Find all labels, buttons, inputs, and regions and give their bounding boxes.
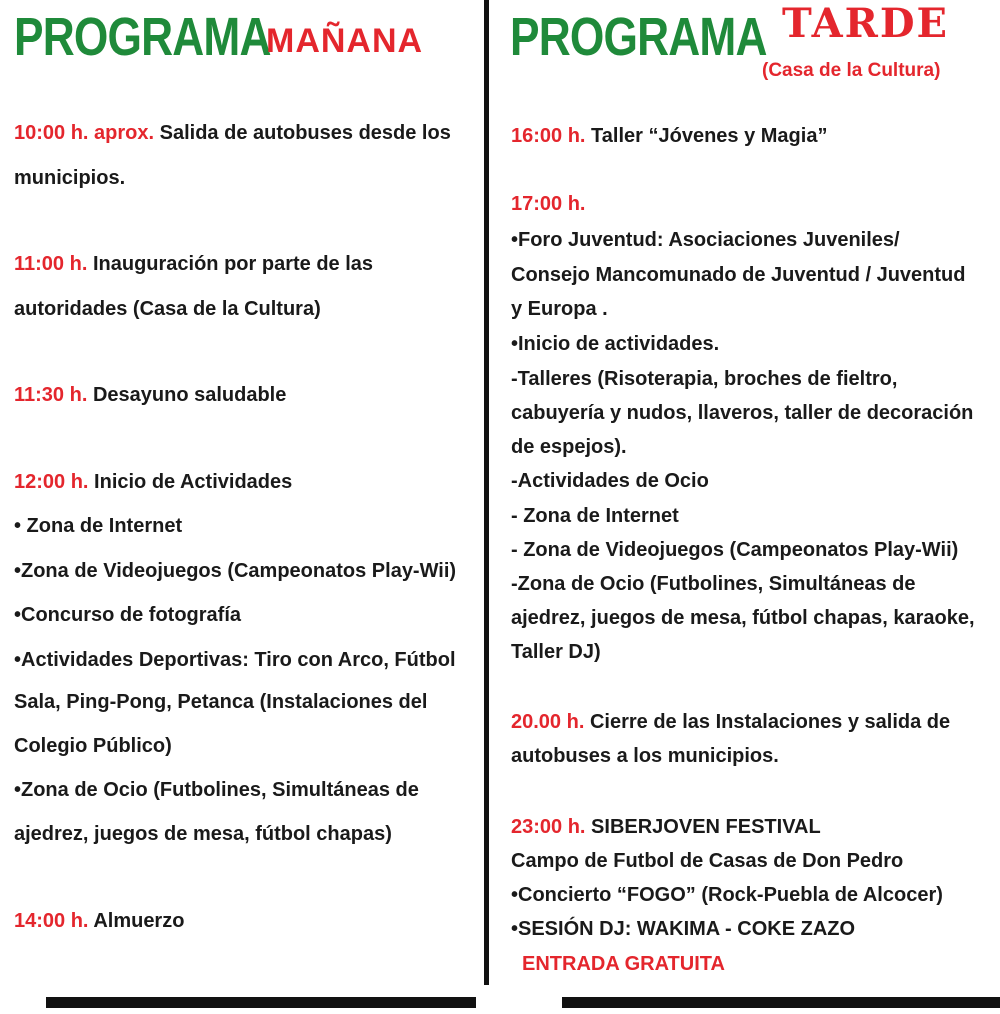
- schedule-line: 11:00 h. Inauguración por parte de las: [14, 253, 374, 275]
- schedule-line: 17:00 h.: [511, 193, 586, 215]
- schedule-line: Sala, Ping-Pong, Petanca (Instalaciones del: [14, 691, 428, 713]
- schedule-line: •Zona de Videojuegos (Campeonatos Play-Wii): [14, 560, 457, 582]
- schedule-line: •Actividades Deportivas: Tiro con Arco, Fútbol: [14, 649, 456, 671]
- schedule-line: •Concierto “FOGO” (Rock-Puebla de Alcocer): [511, 884, 943, 906]
- schedule-line: y Europa .: [511, 298, 608, 320]
- afternoon-heading-tarde: TARDE: [782, 0, 950, 47]
- schedule-line: municipios.: [14, 167, 126, 189]
- morning-heading-manana: MAÑANA: [266, 22, 424, 60]
- schedule-line: •SESIÓN DJ: WAKIMA - COKE ZAZO: [511, 918, 856, 940]
- schedule-line: 10:00 h. aprox. Salida de autobuses desde los: [14, 122, 451, 144]
- schedule-line: ajedrez, juegos de mesa, fútbol chapas): [14, 823, 392, 845]
- schedule-line: 12:00 h. Inicio de Actividades: [14, 471, 293, 493]
- schedule-line: •Zona de Ocio (Futbolines, Simultáneas de: [14, 779, 419, 801]
- schedule-line: autobuses a los municipios.: [511, 745, 779, 767]
- afternoon-heading-venue: (Casa de la Cultura): [762, 60, 941, 81]
- schedule-line: • Zona de Internet: [14, 515, 183, 537]
- afternoon-heading-programa: PROGRAMA: [510, 7, 767, 67]
- schedule-line: 14:00 h. Almuerzo: [14, 910, 185, 932]
- free-entry-notice: ENTRADA GRATUITA: [522, 953, 725, 975]
- schedule-line: -Actividades de Ocio: [511, 470, 709, 492]
- schedule-line: 23:00 h. SIBERJOVEN FESTIVAL: [511, 816, 821, 838]
- schedule-line: - Zona de Internet: [511, 505, 679, 527]
- schedule-line: •Concurso de fotografía: [14, 604, 242, 626]
- schedule-line: Campo de Futbol de Casas de Don Pedro: [511, 850, 904, 872]
- schedule-line: de espejos).: [511, 436, 627, 458]
- schedule-line: •Foro Juventud: Asociaciones Juveniles/: [511, 229, 900, 251]
- schedule-line: ajedrez, juegos de mesa, fútbol chapas, karaoke,: [511, 607, 975, 629]
- schedule-line: Taller DJ): [511, 641, 601, 663]
- schedule-line: 20.00 h. Cierre de las Instalaciones y salida de: [511, 711, 951, 733]
- morning-heading-programa: PROGRAMA: [14, 7, 271, 67]
- afternoon-program: [496, 0, 1000, 1014]
- schedule-line: -Talleres (Risoterapia, broches de fieltro,: [511, 368, 898, 390]
- schedule-line: -Zona de Ocio (Futbolines, Simultáneas de: [511, 573, 916, 595]
- schedule-line: 11:30 h. Desayuno saludable: [14, 384, 287, 406]
- schedule-line: autoridades (Casa de la Cultura): [14, 298, 321, 320]
- schedule-line: 16:00 h. Taller “Jóvenes y Magia”: [511, 125, 828, 147]
- column-divider: [484, 0, 489, 985]
- schedule-line: cabuyería y nudos, llaveros, taller de decoración: [511, 402, 974, 424]
- schedule-line: Consejo Mancomunado de Juventud / Juventud: [511, 264, 966, 286]
- schedule-line: Colegio Público): [14, 735, 172, 757]
- schedule-line: - Zona de Videojuegos (Campeonatos Play-Wii): [511, 539, 959, 561]
- morning-program: [0, 0, 480, 1014]
- schedule-line: •Inicio de actividades.: [511, 333, 720, 355]
